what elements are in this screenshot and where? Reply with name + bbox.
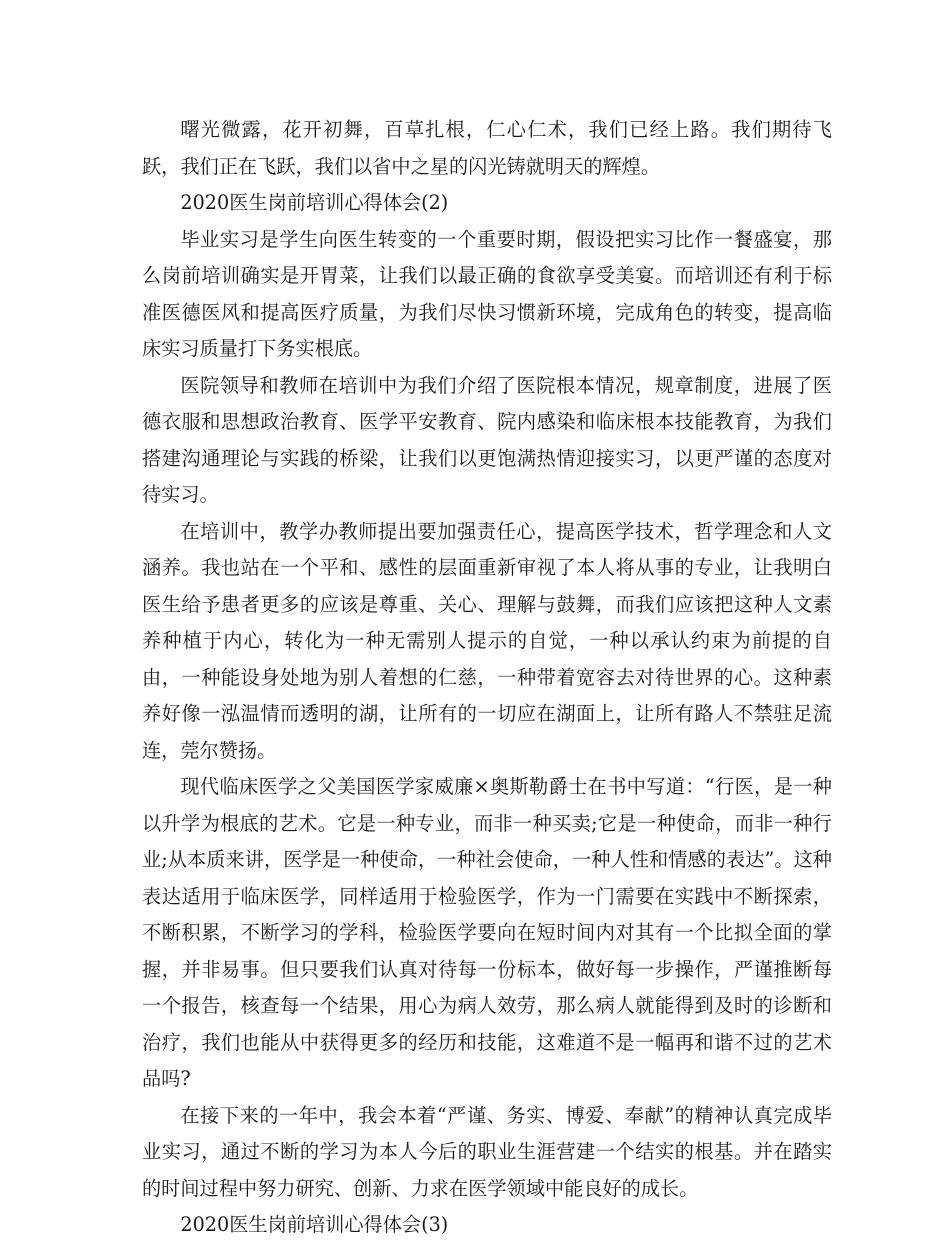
paragraph-hospital-leaders: 医院领导和教师在培训中为我们介绍了医院根本情况，规章制度，进展了医德衣服和思想政治教育、医学平安教育、院内感染和临床根本技能教育，为我们搭建沟通理论与实践的桥梁，让我们以更饱满热情迎接实习，以更严谨的态度对待实习。 xyxy=(142,373,832,506)
section-heading-3: 2020医生岗前培训心得体会(3) xyxy=(180,1213,449,1236)
paragraph-training: 在培训中，教学办教师提出要加强责任心，提高医学技术，哲学理念和人文涵养。我也站在一个平和、感性的层面重新审视了本人将从事的专业，让我明白医生给予患者更多的应该是尊重、关心、理解与鼓舞，而我们应该把这种人文素养种植于内心，转化为一种无需别人提示的自觉，一种以承认约束为前提的自由，一种能设身处地为别人着想的仁慈，一种带着宽容去对待世界的心。这种素养好像一泓温情而透明的湖，让所有的一切应在湖面上，让所有路人不禁驻足流连，莞尔赞扬。 xyxy=(142,519,832,762)
paragraph-next-year: 在接下来的一年中，我会本着“严谨、务实、博爱、奉献”的精神认真完成毕业实习，通过不断的学习为本人今后的职业生涯营建一个结实的根基。并在踏实的时间过程中努力研究、创新、力求在医学领域中能良好的成长。 xyxy=(142,1103,832,1200)
paragraph-internship: 毕业实习是学生向医生转变的一个重要时期，假设把实习比作一餐盛宴，那么岗前培训确实是开胃菜，让我们以最正确的食欲享受美宴。而培训还有利于标准医德医风和提高医疗质量，为我们尽快习惯新环境，完成角色的转变，提高临床实习质量打下务实根底。 xyxy=(142,227,832,360)
section-heading-2: 2020医生岗前培训心得体会(2) xyxy=(180,191,449,214)
paragraph-osler-quote: 现代临床医学之父美国医学家威廉×奥斯勒爵士在书中写道：“行医，是一种以升学为根底的艺术。它是一种专业，而非一种买卖;它是一种使命，而非一种行业;从本质来讲，医学是一种使命，一种社会使命，一种人性和情感的表达”。这种表达适用于临床医学，同样适用于检验医学，作为一门需要在实践中不断探索，不断积累，不断学习的学科，检验医学要向在短时间内对其有一个比拟全面的掌握，并非易事。但只要我们认真对待每一份标本，做好每一步操作，严谨推断每一个报告，核查每一个结果，用心为病人效劳，那么病人就能得到及时的诊断和治疗，我们也能从中获得更多的经历和技能，这难道不是一幅再和谐不过的艺术品吗? xyxy=(142,775,832,1090)
paragraph-opening: 曙光微露，花开初舞，百草扎根，仁心仁术，我们已经上路。我们期待飞跃，我们正在飞跃，我们以省中之星的闪光铸就明天的辉煌。 xyxy=(142,118,832,178)
document-body xyxy=(142,112,832,1244)
